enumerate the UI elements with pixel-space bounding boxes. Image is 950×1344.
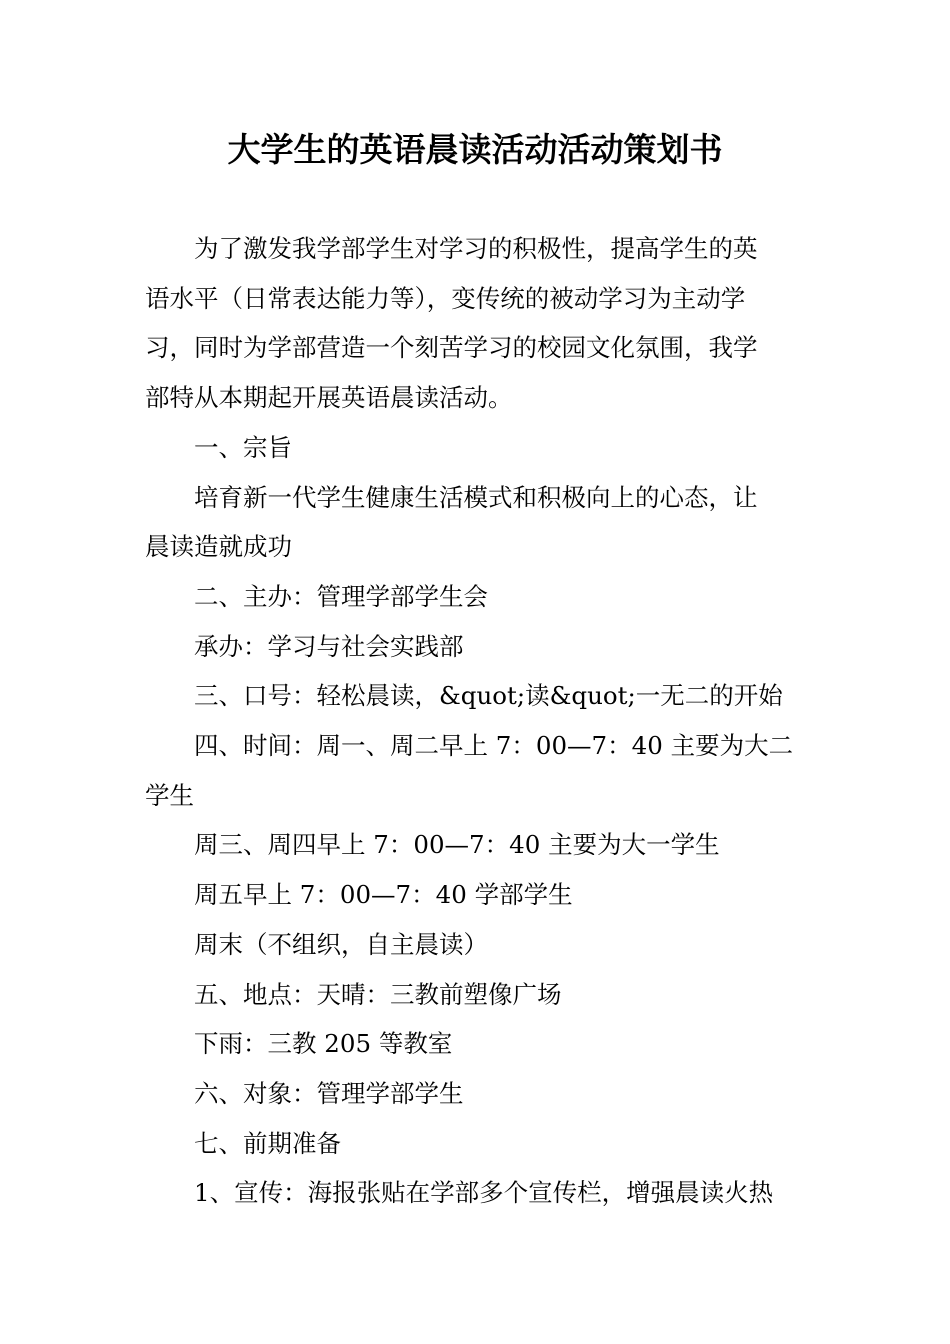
publicity-paragraph bbox=[145, 1168, 806, 1218]
purpose-paragraph bbox=[145, 473, 806, 572]
document-title: 大学生的英语晨读活动活动策划书 bbox=[227, 130, 723, 169]
section-heading-purpose bbox=[145, 423, 806, 473]
text-line: 周五早上 7：00—7：40 学部学生 bbox=[194, 880, 573, 910]
co-organizer-paragraph bbox=[145, 622, 806, 672]
time-fri-paragraph bbox=[145, 870, 806, 920]
text-line: 学生 bbox=[145, 780, 194, 810]
text-line: 为了激发我学部学生对学习的积极性，提高学生的英 bbox=[194, 234, 758, 263]
text-line: 1、宣传：海报张贴在学部多个宣传栏，增强晨读火热 bbox=[194, 1178, 774, 1208]
text-line: 习，同时为学部营造一个刻苦学习的校园文化氛围，我学 bbox=[145, 333, 758, 363]
text-line: 周末（不组织，自主晨读） bbox=[194, 929, 488, 959]
text-line: 培育新一代学生健康生活模式和积极向上的心态，让 bbox=[194, 482, 758, 512]
text-line: 六、对象：管理学部学生 bbox=[194, 1078, 464, 1108]
document-body bbox=[145, 224, 806, 1218]
text-line: 三、口号：轻松晨读，&quot;读&quot;一无二的开始 bbox=[194, 681, 783, 711]
text-line: 一、宗旨 bbox=[194, 432, 292, 462]
text-line: 五、地点：天晴：三教前塑像广场 bbox=[194, 979, 562, 1009]
text-line: 部特从本期起开展英语晨读活动。 bbox=[145, 383, 513, 413]
text-line: 四、时间：周一、周二早上 7：00—7：40 主要为大二 bbox=[194, 731, 794, 761]
slogan-paragraph bbox=[145, 671, 806, 721]
text-line: 七、前期准备 bbox=[194, 1128, 341, 1158]
location-paragraph bbox=[145, 970, 806, 1020]
intro-paragraph bbox=[145, 224, 806, 423]
time-paragraph bbox=[145, 721, 806, 820]
target-paragraph bbox=[145, 1069, 806, 1119]
organizer-paragraph bbox=[145, 572, 806, 622]
text-line: 语水平（日常表达能力等），变传统的被动学习为主动学 bbox=[145, 283, 746, 313]
text-line: 周三、周四早上 7：00—7：40 主要为大一学生 bbox=[194, 830, 720, 860]
text-line: 晨读造就成功 bbox=[145, 532, 292, 562]
location-rain-paragraph bbox=[145, 1019, 806, 1069]
text-line: 承办：学习与社会实践部 bbox=[194, 631, 464, 661]
text-line: 下雨：三教 205 等教室 bbox=[194, 1029, 453, 1059]
time-weekend-paragraph bbox=[145, 920, 806, 970]
section-heading-preparation bbox=[145, 1119, 806, 1169]
text-line: 二、主办：管理学部学生会 bbox=[194, 581, 488, 611]
time-wed-thu-paragraph bbox=[145, 820, 806, 870]
